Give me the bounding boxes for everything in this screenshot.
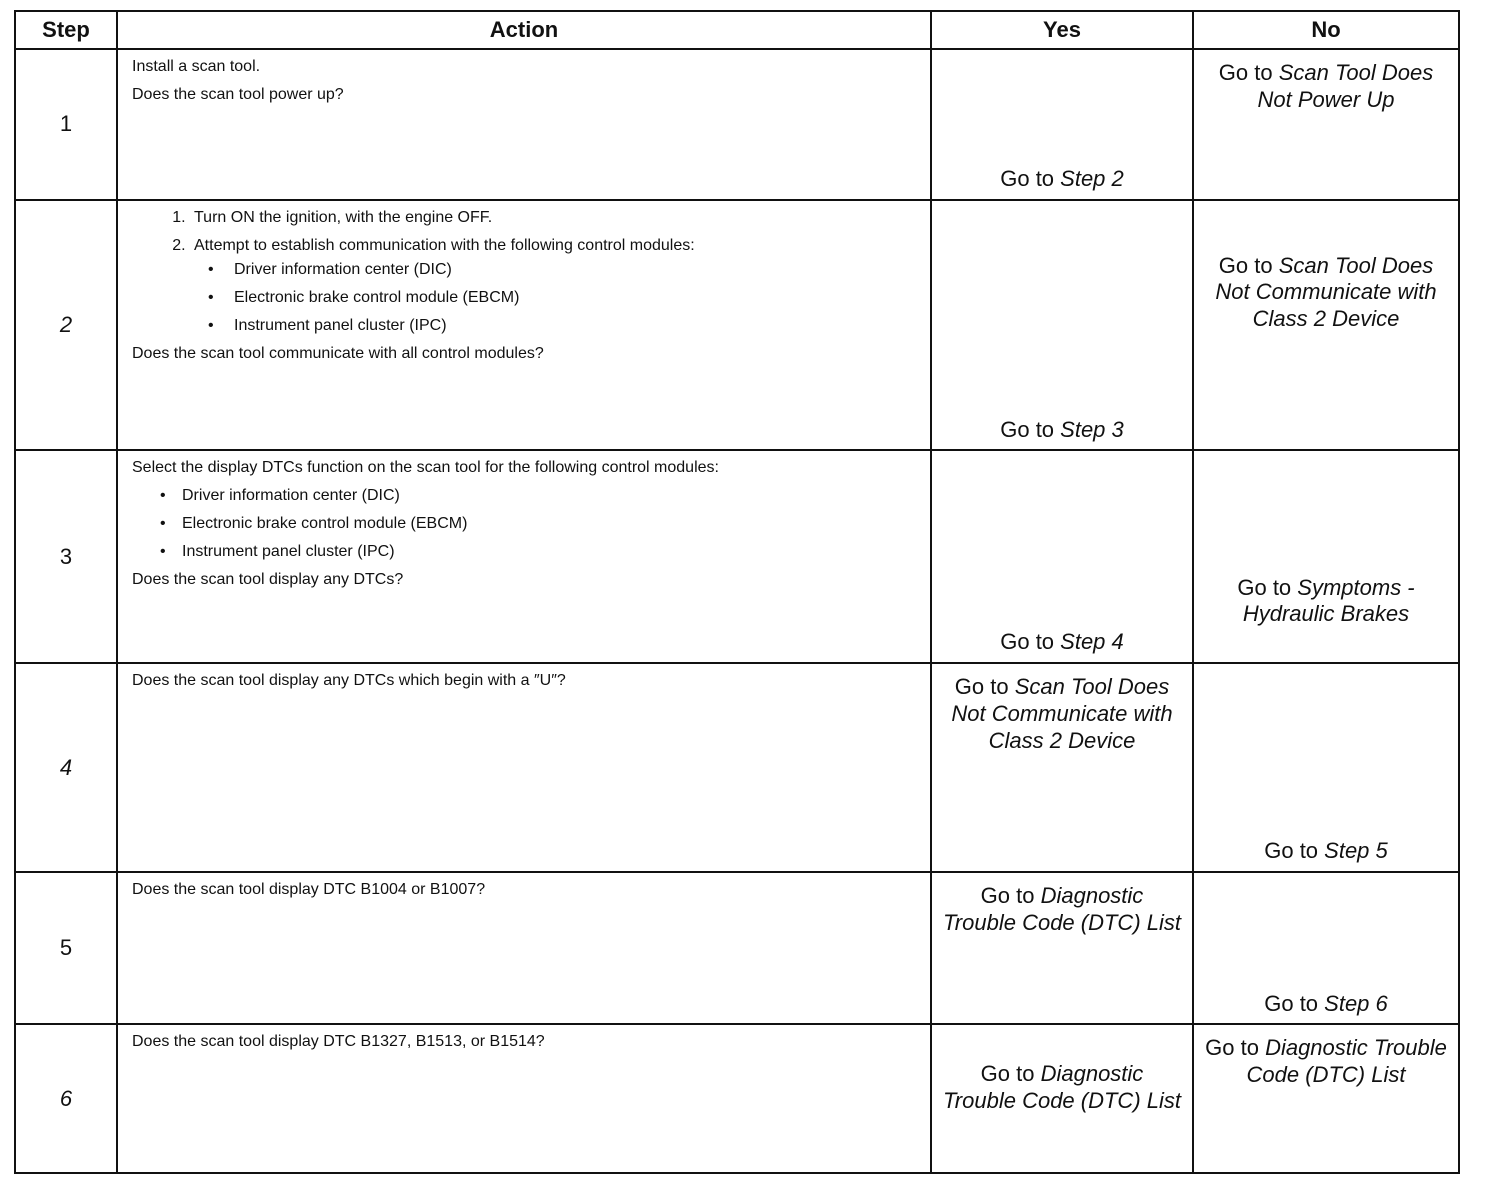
no-goto: Go to Scan Tool Does Not Communicate with Class 2 Device <box>1215 252 1437 332</box>
table-row-step-2 <box>15 200 1459 451</box>
yes-cell <box>931 663 1193 872</box>
no-goto: Go to Symptoms - Hydraulic Brakes <box>1237 574 1415 627</box>
action-cell <box>117 200 931 451</box>
no-cell <box>1193 450 1459 663</box>
no-link[interactable]: Step 5 <box>1324 838 1388 864</box>
yes-cell <box>931 450 1193 663</box>
header-row <box>15 11 1459 49</box>
no-cell <box>1193 1024 1459 1173</box>
yes-link[interactable]: Step 4 <box>1060 629 1124 655</box>
yes-cell <box>931 49 1193 200</box>
yes-goto: Go to Diagnostic Trouble Code (DTC) List <box>943 882 1181 935</box>
yes-goto: Go to Step 3 <box>1000 416 1124 442</box>
yes-goto: Go to Step 4 <box>1000 629 1124 655</box>
table-row-step-3 <box>15 450 1459 663</box>
list-item: • Driver information center (DIC) <box>230 261 918 279</box>
yes-goto: Go to Diagnostic Trouble Code (DTC) List <box>943 1061 1181 1114</box>
yes-goto: Go to Scan Tool Does Not Communicate with Class 2 Device <box>951 674 1173 753</box>
no-link[interactable]: Diagnostic Trouble Code (DTC) List <box>1246 1035 1447 1088</box>
no-link[interactable]: Symptoms - Hydraulic Brakes <box>1242 574 1415 627</box>
no-goto: Go to Step 5 <box>1264 838 1388 864</box>
no-goto: Go to Diagnostic Trouble Code (DTC) List <box>1205 1035 1447 1088</box>
no-link[interactable]: Step 6 <box>1324 990 1388 1016</box>
yes-link[interactable]: Scan Tool Does Not Communicate with Class 2 Device <box>951 674 1173 753</box>
action-question: Does the scan tool display DTC B1004 or B1007? <box>132 880 486 898</box>
step-number: 5 <box>15 872 117 1025</box>
bullet-list <box>194 261 918 335</box>
header-action: Action <box>117 11 931 49</box>
list-item: • Electronic brake control module (EBCM) <box>182 515 918 533</box>
action-cell <box>117 872 931 1025</box>
no-link[interactable]: Scan Tool Does Not Power Up <box>1257 60 1434 112</box>
list-item: • Electronic brake control module (EBCM) <box>230 289 918 307</box>
yes-link[interactable]: Step 2 <box>1060 165 1124 191</box>
header-no: No <box>1193 11 1459 49</box>
list-item: • Driver information center (DIC) <box>182 487 918 505</box>
no-cell <box>1193 200 1459 451</box>
yes-link[interactable]: Diagnostic Trouble Code (DTC) List <box>943 882 1181 935</box>
numbered-list <box>132 209 918 335</box>
yes-link[interactable]: Diagnostic Trouble Code (DTC) List <box>943 1061 1181 1114</box>
step-number: 3 <box>15 450 117 663</box>
action-line: Install a scan tool. <box>132 58 261 75</box>
header-step: Step <box>15 11 117 49</box>
table-row-step-5 <box>15 872 1459 1025</box>
list-item: 2. Attempt to establish communication with the following control modules: • Driver information center (DIC) • Electronic brake control module (EBCM) • Instrument panel cluster (IPC) <box>190 237 918 335</box>
action-question: Does the scan tool display any DTCs which begin with a ″U″? <box>132 672 566 690</box>
list-item: 1. Turn ON the ignition, with the engine OFF. <box>190 209 918 227</box>
action-question: Does the scan tool display DTC B1327, B1513, or B1514? <box>132 1033 545 1051</box>
yes-cell <box>931 872 1193 1025</box>
step-number: 6 <box>15 1024 117 1173</box>
yes-cell <box>931 1024 1193 1173</box>
yes-cell <box>931 200 1193 451</box>
table-row-step-6 <box>15 1024 1459 1173</box>
table-row-step-1 <box>15 49 1459 200</box>
no-cell <box>1193 663 1459 872</box>
no-goto: Go to Scan Tool Does Not Power Up <box>1218 60 1434 112</box>
action-question: Does the scan tool power up? <box>132 86 344 103</box>
action-cell <box>117 663 931 872</box>
no-link[interactable]: Scan Tool Does Not Communicate with Class 2 Device <box>1215 252 1437 332</box>
no-goto: Go to Step 6 <box>1264 990 1388 1016</box>
action-question: Does the scan tool display any DTCs? <box>132 571 404 589</box>
list-item: • Instrument panel cluster (IPC) <box>182 543 918 561</box>
header-yes: Yes <box>931 11 1193 49</box>
no-cell <box>1193 872 1459 1025</box>
yes-link[interactable]: Step 3 <box>1060 416 1124 442</box>
list-item: • Instrument panel cluster (IPC) <box>230 317 918 335</box>
diagnostic-table <box>14 10 1460 1174</box>
no-cell <box>1193 49 1459 200</box>
bullet-list <box>132 487 918 561</box>
action-cell <box>117 49 931 200</box>
table-row-step-4 <box>15 663 1459 872</box>
action-cell <box>117 1024 931 1173</box>
action-intro: Select the display DTCs function on the scan tool for the following control modules: <box>132 459 719 477</box>
yes-goto: Go to Step 2 <box>1000 165 1124 191</box>
action-cell <box>117 450 931 663</box>
step-number: 4 <box>15 663 117 872</box>
action-question: Does the scan tool communicate with all control modules? <box>132 344 544 362</box>
step-number: 2 <box>15 200 117 451</box>
step-number: 1 <box>15 49 117 200</box>
